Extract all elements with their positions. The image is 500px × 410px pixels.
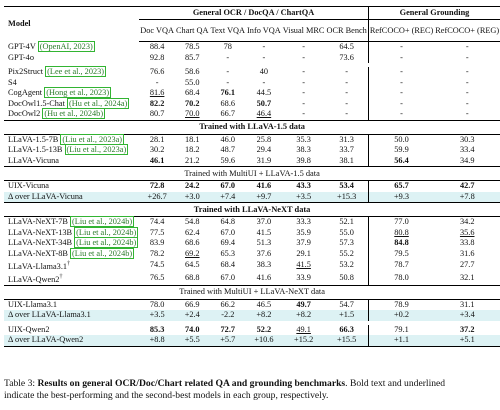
score-cell: 68.4 [220,260,236,270]
col-header: OCR Bench [325,20,368,42]
score-cell: 62.4 [185,227,200,237]
score-cell: 35.6 [459,227,475,237]
table-row [4,259,500,272]
score-cell: 77.0 [368,217,434,228]
citation-link[interactable]: (Liu et al., 2024b) [76,238,137,248]
score-cell: 78.5 [185,42,200,52]
score-cell: +10.6 [246,335,282,346]
score-cell: 18.2 [185,145,200,155]
score-cell: 28.1 [149,134,165,144]
score-cell: +5.5 [175,335,210,346]
score-cell: 46.4 [256,109,272,119]
score-cell: - [226,77,230,87]
group-header-ocr: General OCR / DocQA / ChartQA [139,7,368,20]
model-name [4,249,139,260]
score-cell: +7.4 [210,192,247,203]
col-header: RefCOCO+ (REC) [368,20,434,42]
citation-link[interactable]: (Hong et al., 2023) [46,88,110,98]
table-row [4,299,500,310]
delta-row [4,192,500,203]
score-cell: - [368,53,434,64]
score-cell: - [302,109,305,119]
model-name [4,259,139,272]
score-cell: 33.4 [459,145,475,155]
citation-link[interactable]: (Liu et al., 2023a) [66,145,127,155]
score-cell: 30.3 [459,134,475,144]
score-cell: 31.6 [459,248,475,258]
citation-link[interactable]: (Liu et al., 2024b) [72,248,133,258]
model-label: CogAgent [8,88,43,98]
score-cell: +26.7 [139,192,175,203]
score-cell: 31.1 [459,299,475,309]
score-cell: 37.9 [296,238,311,248]
score-cell: 85.7 [185,52,200,62]
score-cell: 83.9 [149,238,165,248]
score-cell: - [345,98,349,108]
score-cell: +2.4 [175,310,210,321]
score-cell: 57.3 [339,238,354,248]
model-label: LLaVA-NeXT-34B [8,238,73,248]
score-cell: - [368,78,434,89]
score-cell: 24.2 [185,181,200,191]
model-name [4,217,139,228]
score-cell: 66.2 [220,299,236,309]
score-cell: 76.1 [220,88,236,98]
score-cell: 31.9 [256,155,272,165]
model-label: LLaVA-1.5-7B [8,134,59,144]
section-multiui15: Trained with MultiUI + LLaVA-1.5 data [4,167,500,181]
score-cell: 38.3 [256,260,272,270]
model-label: LLaVA-Qwen2 [8,274,60,284]
score-cell: - [155,77,159,87]
score-cell: 52.2 [256,324,272,334]
score-cell: - [302,67,305,77]
model-name [4,238,139,249]
score-cell: - [368,109,434,120]
score-cell: 76.5 [149,273,165,283]
section-llavanext: Trained with LLaVA-NeXT data [4,203,500,217]
score-cell: 41.5 [296,260,311,270]
group-header-grounding: General Grounding [368,7,500,20]
score-cell: 79.5 [368,249,434,260]
score-cell: 18.1 [185,134,200,144]
score-cell: 48.7 [220,145,236,155]
score-cell: 66.7 [220,109,236,119]
score-cell: 39.8 [296,155,311,165]
score-cell: 53.2 [339,260,354,270]
score-cell: 29.1 [296,248,311,258]
score-cell: 67.0 [220,273,236,283]
score-cell: 74.5 [149,260,165,270]
score-cell: 73.6 [339,52,354,62]
score-cell: 44.5 [256,88,272,98]
score-cell: +7.8 [434,192,500,203]
score-cell: 67.0 [220,227,236,237]
score-cell: 79.1 [368,325,434,336]
score-cell: 80.8 [368,228,434,239]
score-cell: - [345,77,349,87]
citation-link[interactable]: (Hu et al., 2024a) [69,98,128,108]
score-cell: 72.7 [220,324,236,334]
model-label: Δ over LLaVA-Llama3.1 [8,310,91,320]
score-cell: 30.2 [149,145,165,155]
col-header: Text VQA [210,20,247,42]
score-cell: 54.7 [339,299,354,309]
score-cell: 46.0 [220,134,236,144]
score-cell: +1.1 [368,335,434,346]
score-cell: -2.2 [210,310,247,321]
score-cell: 33.9 [296,273,311,283]
score-cell: 78.9 [368,299,434,310]
score-cell: 41.5 [256,227,272,237]
model-label: GPT-4V [8,42,36,51]
model-name [4,88,139,99]
model-name [4,325,139,336]
score-cell: 78.2 [149,248,165,258]
score-cell: +3.5 [139,310,175,321]
dagger-mark: † [59,273,63,280]
score-cell: 78.0 [368,272,434,285]
score-cell: +3.5 [282,192,326,203]
col-header: Doc VQA [139,20,175,42]
score-cell: 55.0 [339,227,354,237]
model-label: Pix2Struct [8,67,44,77]
model-name [4,145,139,156]
score-cell: 38.3 [296,145,311,155]
table-caption [4,378,470,402]
score-cell: - [465,109,469,119]
model-name [4,53,139,64]
score-cell: 85.3 [149,324,165,334]
caption-bold: Results on general OCR/Doc/Chart related QA and grounding benchmarks [37,378,346,389]
score-cell: 51.3 [256,238,272,248]
score-cell: +5.7 [210,335,247,346]
score-cell: 76.6 [149,67,165,77]
model-label: Δ over LLaVA-Qwen2 [8,335,84,345]
model-label: LLaVA-NeXT-8B [8,248,68,258]
score-cell: 59.9 [368,145,434,156]
delta-row [4,310,500,321]
score-cell: +8.2 [282,310,326,321]
score-cell: 53.4 [339,181,354,191]
score-cell: 78.0 [149,299,165,309]
score-cell: +3.4 [434,310,500,321]
model-name [4,335,139,346]
model-label: LLaVA-Llama3.1 [8,261,68,271]
score-cell: 27.7 [459,260,475,270]
score-cell: 72.8 [149,181,165,191]
score-cell: - [345,109,349,119]
col-header: Info VQA [246,20,282,42]
score-cell: 21.2 [185,155,200,165]
score-cell: 25.8 [256,134,272,144]
score-cell: 37.0 [256,217,272,227]
table-row [4,109,500,120]
score-cell: 33.7 [339,145,354,155]
model-label: DocOwl2 [8,109,41,119]
score-cell: - [262,42,266,52]
model-label: UIX-Vicuna [8,181,49,191]
score-cell: 32.1 [459,273,475,283]
score-cell: - [262,52,266,62]
model-name [4,67,139,78]
citation-link[interactable]: (Liu et al., 2023a) [62,134,123,144]
model-name [4,272,139,285]
table-row [4,249,500,260]
score-cell: 78.7 [368,259,434,272]
score-cell: 52.1 [339,217,354,227]
score-cell: 40 [259,67,269,77]
score-cell: 46.1 [149,155,165,165]
score-cell: +5.1 [434,335,500,346]
score-cell: 41.6 [256,181,272,191]
score-cell: 74.0 [185,324,200,334]
score-cell: 92.8 [149,52,165,62]
score-cell: - [226,67,230,77]
score-cell: 54.8 [185,217,200,227]
score-cell: +15.2 [282,335,326,346]
score-cell: 68.6 [220,98,236,108]
table-row [4,88,500,99]
score-cell: - [368,88,434,99]
score-cell: - [465,77,469,87]
score-cell: - [302,98,305,108]
col-header: RefCOCO+ (REG) [434,20,500,42]
score-cell: 64.5 [185,260,200,270]
score-cell: 77.5 [149,227,165,237]
score-cell: - [302,52,305,62]
score-cell: - [345,88,349,98]
citation-link[interactable]: (Lee et al., 2023) [47,67,105,77]
score-cell: 64.5 [339,42,354,52]
score-cell: - [302,77,305,87]
score-cell: 81.6 [149,88,165,98]
score-cell: - [302,42,305,52]
score-cell: 70.0 [185,109,200,119]
citation-link[interactable]: (Hu et al., 2024b) [44,109,104,119]
score-cell: - [368,42,434,53]
dagger-mark: † [67,261,71,267]
score-cell: - [345,67,349,77]
score-cell: - [368,99,434,110]
score-cell: 70.2 [185,98,200,108]
col-header: Visual MRC [282,20,326,42]
score-cell: +3.0 [175,192,210,203]
score-cell: 82.2 [149,98,165,108]
model-name [4,109,139,120]
score-cell: 41.6 [256,273,272,283]
model-label: UIX-Llama3.1 [8,299,58,309]
score-cell: 33.3 [296,217,311,227]
score-cell: +0.2 [368,310,434,321]
model-label: Δ over LLaVA-Vicuna [8,191,83,201]
score-cell: - [226,52,230,62]
score-cell: 64.8 [220,217,236,227]
score-cell: 33.8 [459,238,475,248]
score-cell: - [465,67,469,77]
score-cell: 49.1 [296,324,311,334]
score-cell: 43.3 [296,181,311,191]
citation-link[interactable]: (Liu et al., 2024b) [76,227,137,237]
score-cell: 46.5 [256,299,272,309]
model-name [4,310,139,321]
score-cell: 37.6 [256,248,272,258]
table-row [4,156,500,167]
score-cell: +15.5 [325,335,368,346]
score-cell: 35.3 [296,134,311,144]
model-name [4,181,139,192]
score-cell: 65.7 [368,181,434,192]
model-label: LLaVA-NeXT-13B [8,227,73,237]
caption-prefix: Table 3: [4,378,38,389]
score-cell: 38.1 [339,155,354,165]
model-label: LLaVA-1.5-13B [8,145,63,155]
model-name [4,192,139,203]
score-cell: 37.2 [459,324,475,334]
model-label: DocOwl1.5-Chat [8,98,65,108]
model-name [4,299,139,310]
score-cell: 74.4 [149,217,165,227]
model-label: S4 [8,77,17,87]
score-cell: 80.7 [149,109,165,119]
model-label: LLaVA-NeXT-7B [8,217,68,227]
score-cell: 69.4 [220,238,236,248]
table-row [4,272,500,285]
score-cell: - [262,77,266,87]
score-cell: 65.3 [220,248,236,258]
citation-link[interactable]: (OpenAI, 2023) [39,42,93,51]
table-row [4,181,500,192]
score-cell: 69.2 [185,248,200,258]
score-cell: 68.6 [185,238,200,248]
col-header: Chart QA [175,20,210,42]
citation-link[interactable]: (Liu et al., 2024b) [72,217,133,227]
table-row [4,67,500,78]
score-cell: 49.7 [296,299,311,309]
model-header: Model [4,7,139,42]
score-cell: +9.3 [368,192,434,203]
table-row [4,217,500,228]
score-cell: - [465,88,469,98]
score-cell: 29.4 [256,145,272,155]
score-cell: 66.3 [339,324,354,334]
score-cell: 55.2 [339,248,354,258]
score-cell: 84.8 [368,238,434,249]
table-row [4,42,500,53]
score-cell: 50.7 [256,98,272,108]
caption-rest: . Bold text and underlined indicate the best-performing and the second-best models in each group, respectively. [4,378,446,401]
score-cell: - [465,98,469,108]
score-cell: - [302,88,305,98]
section-multiuinext: Trained with MultiUI + LLaVA-NeXT data [4,285,500,299]
score-cell: 50.0 [368,134,434,145]
score-cell: 67.0 [220,181,236,191]
score-cell: 68.4 [185,88,200,98]
table-row [4,325,500,336]
model-name [4,42,139,53]
score-cell: - [368,67,434,78]
score-cell: 68.8 [185,273,200,283]
model-label: UIX-Qwen2 [8,324,50,334]
score-cell: +8.8 [139,335,175,346]
table-row [4,145,500,156]
score-cell: 59.6 [220,155,236,165]
model-label: LLaVA-Vicuna [8,155,59,165]
score-cell: 78 [223,42,232,52]
header-row-groups [4,7,500,20]
score-cell: +1.5 [325,310,368,321]
score-cell: 34.2 [459,217,475,227]
score-cell: 35.9 [296,227,311,237]
score-cell: 42.7 [459,181,475,191]
results-table [4,6,500,347]
score-cell: 50.8 [339,273,354,283]
score-cell: 56.4 [368,156,434,167]
section-llava15: Trained with LLaVA-1.5 data [4,120,500,134]
score-cell: - [465,42,469,52]
table-row [4,53,500,64]
score-cell: 58.6 [185,67,200,77]
score-cell: - [465,52,469,62]
score-cell: 55.0 [185,77,200,87]
score-cell: 31.3 [339,134,354,144]
table-row [4,238,500,249]
score-cell: 34.9 [459,155,475,165]
score-cell: 66.9 [185,299,200,309]
model-name [4,156,139,167]
score-cell: +9.7 [246,192,282,203]
model-label: GPT-4o [8,52,34,62]
score-cell: +8.2 [246,310,282,321]
score-cell: 88.4 [149,42,165,52]
score-cell: +15.3 [325,192,368,203]
delta-row [4,335,500,346]
